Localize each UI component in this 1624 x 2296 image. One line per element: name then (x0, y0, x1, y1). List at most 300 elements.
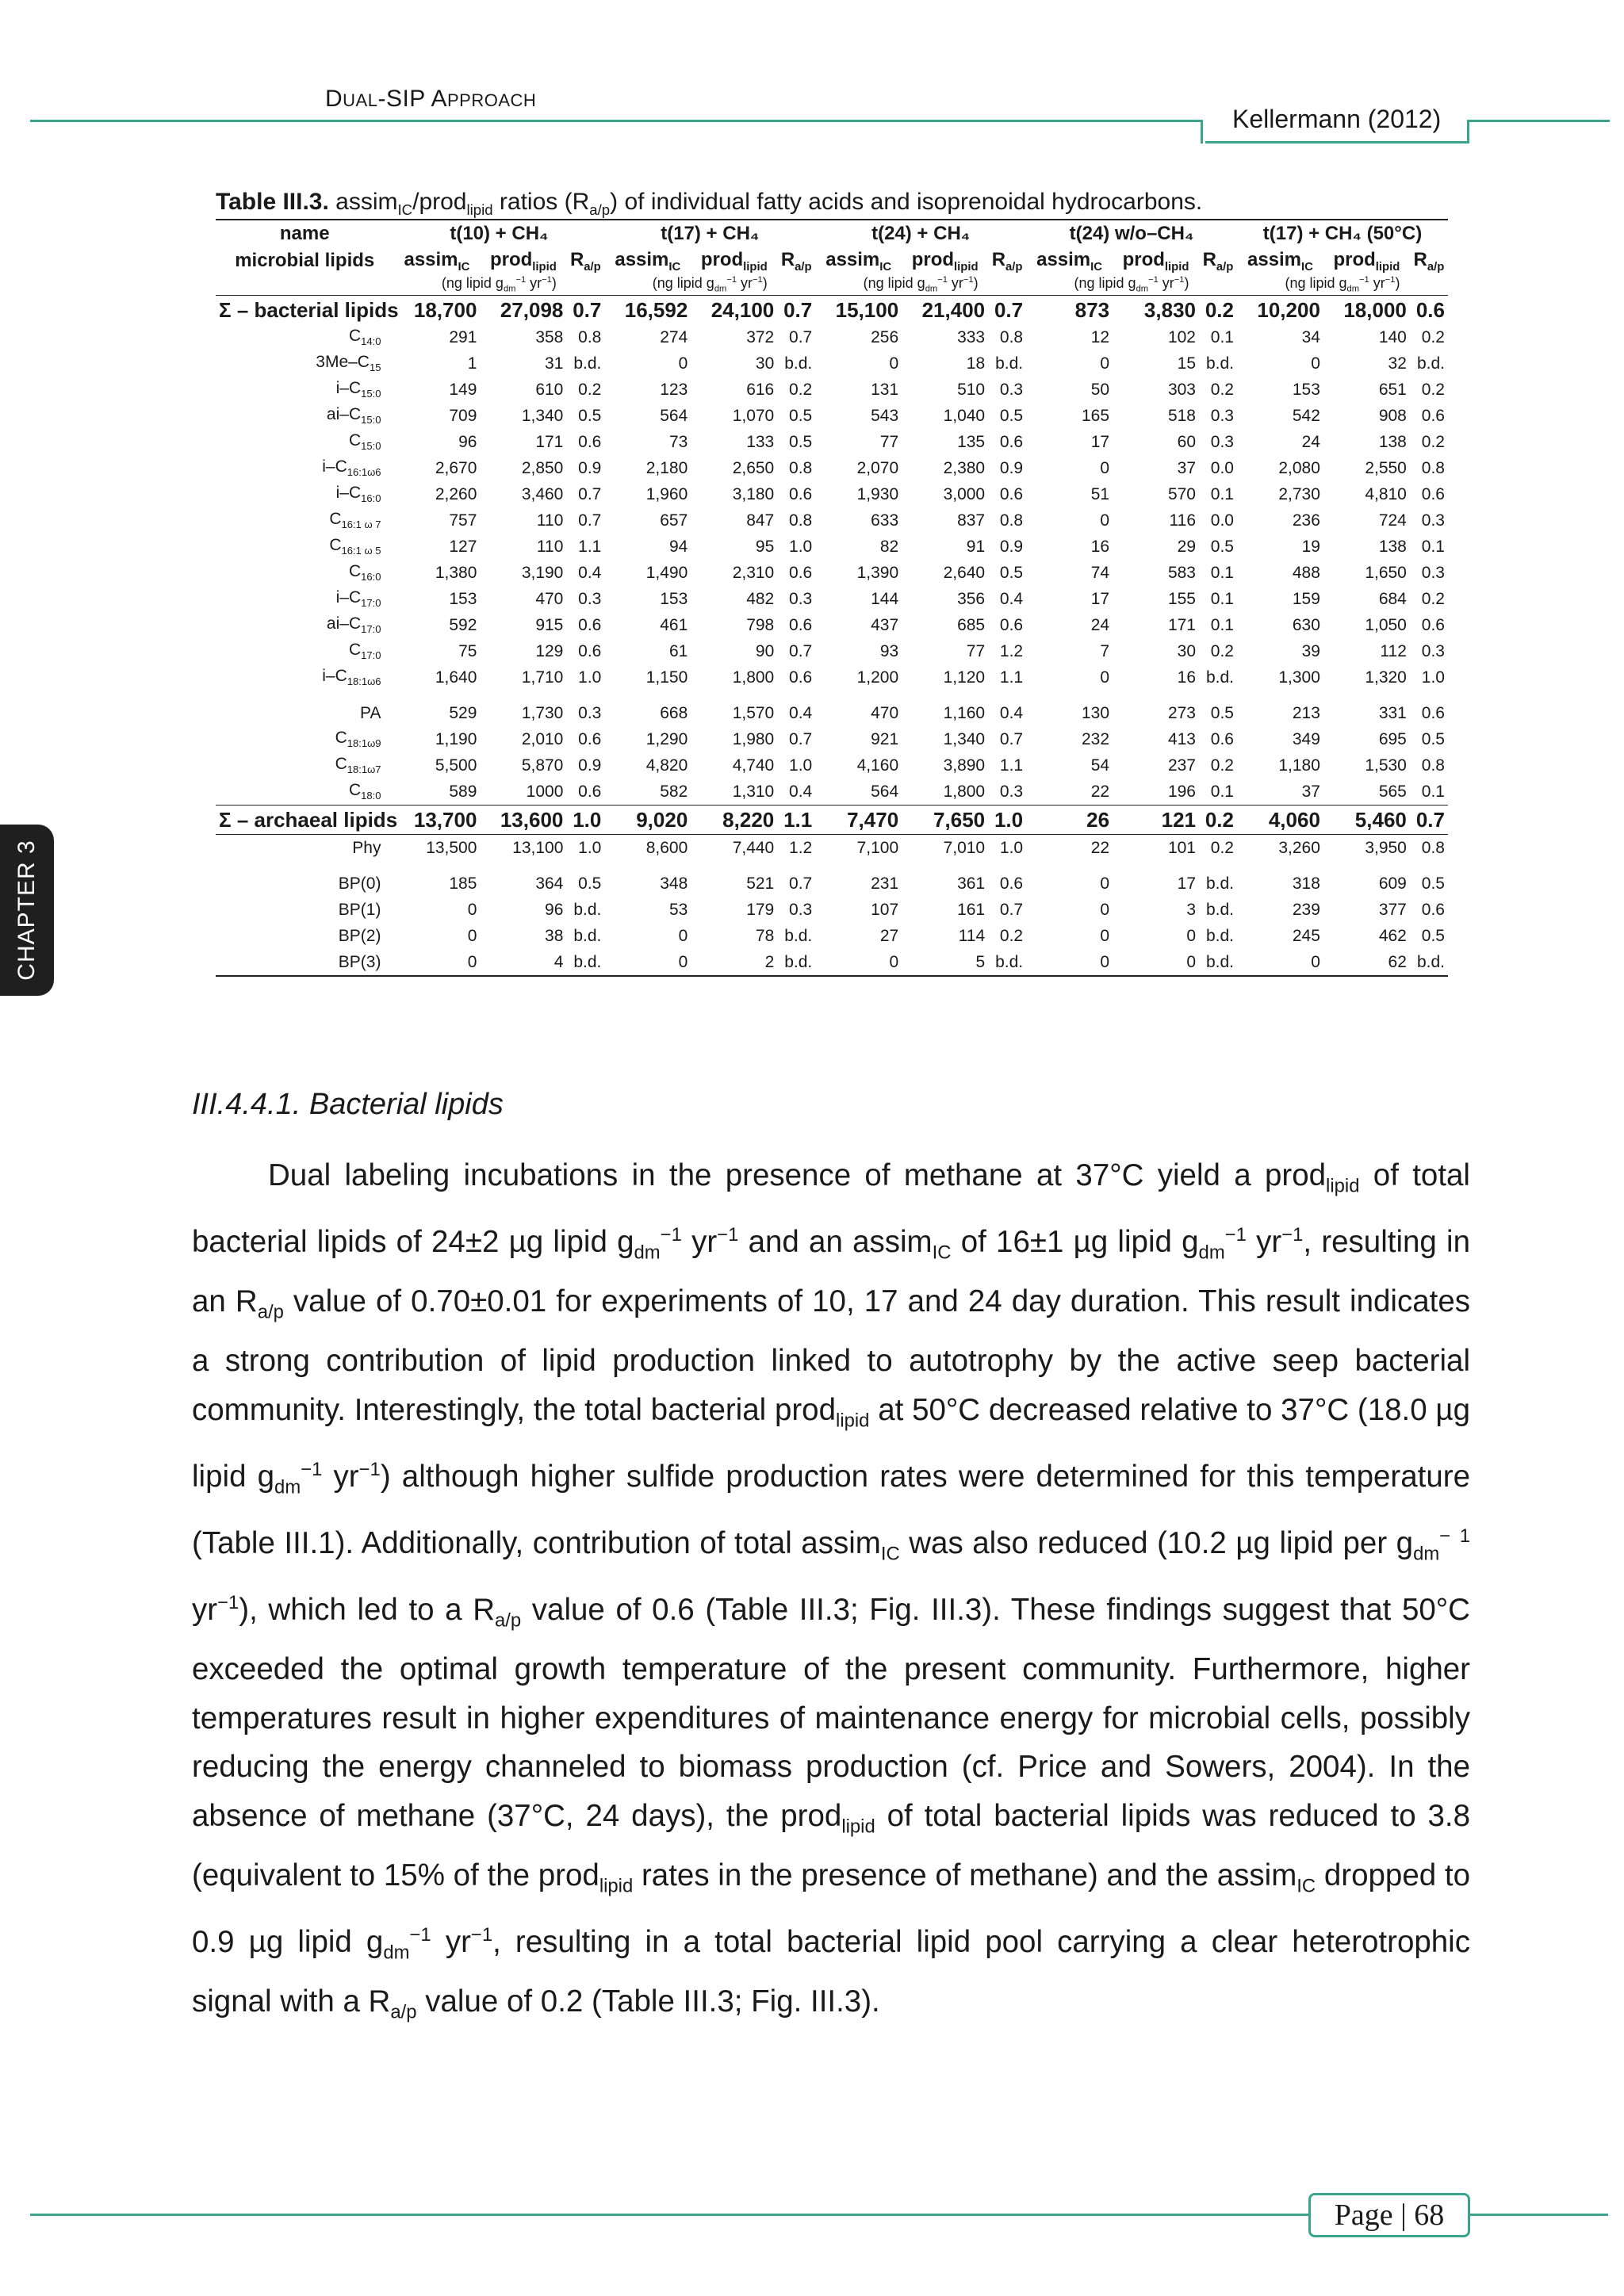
table-cell: 0.5 (1421, 926, 1445, 945)
table-cell: 724 (1378, 511, 1407, 530)
table-cell: 13,100 (512, 838, 564, 857)
table-cell: 2,010 (521, 729, 564, 748)
table-cell: 112 (1380, 641, 1407, 660)
table-cell: 695 (1378, 729, 1407, 748)
table-cell: 0.6 (999, 432, 1024, 451)
table-cell: 798 (746, 615, 775, 634)
row-label: $C_{15:0}$ (348, 431, 381, 453)
table-cell: 0.3 (1421, 563, 1445, 582)
table-cell: 318 (1292, 874, 1320, 893)
table-cell: 0.4 (789, 782, 813, 801)
table-cell: 116 (1169, 511, 1196, 530)
table-cell: 616 (746, 380, 775, 399)
table-cell: 7,470 (847, 807, 899, 832)
row-label: $i-C_{16:1\omega 6}$ (322, 457, 381, 479)
table-cell: 3,260 (1278, 838, 1320, 857)
table-cell: 1,380 (435, 563, 477, 582)
table-cell: 0.7 (994, 297, 1024, 322)
table-cell: 651 (1378, 380, 1407, 399)
table-cell: 8,220 (722, 807, 775, 832)
table-cell: 121 (1161, 807, 1196, 832)
table-cell: 1.0 (789, 537, 813, 556)
table-cell: 8,600 (645, 838, 688, 857)
table-cell: 16,592 (624, 297, 688, 322)
table-cell: 0 (1311, 354, 1320, 373)
table-cell: 0.7 (789, 641, 813, 660)
table-cell: 171 (1167, 615, 1196, 634)
table-cell: 96 (545, 900, 564, 919)
table-cell: 1.1 (999, 668, 1024, 687)
table-cell: 0.3 (578, 703, 602, 722)
table-cell: 274 (660, 327, 688, 346)
table-cell: 1000 (526, 782, 564, 801)
table-cell: 0.5 (999, 563, 1024, 582)
col-header-prod: prod$_{lipid}$ (700, 248, 768, 274)
table-cell: 2,080 (1278, 458, 1320, 477)
table-cell: 0.3 (578, 589, 602, 608)
table-cell: 32 (1388, 354, 1407, 373)
table-cell: 1.0 (578, 838, 602, 857)
row-label: $C_{18:1\omega 9}$ (335, 729, 381, 750)
table-cell: b.d. (995, 354, 1024, 373)
table-cell: 510 (957, 380, 986, 399)
table-cell: 0.5 (578, 406, 602, 425)
table-cell: 7,010 (943, 838, 986, 857)
table-cell: 13,500 (426, 838, 477, 857)
row-label: $C_{18:1\omega 7}$ (335, 755, 381, 776)
col-header-ratio: $R_{a/p}$ (780, 248, 812, 274)
table-cell: 78 (755, 926, 775, 945)
table-cell: 0 (678, 952, 688, 971)
table-row (216, 507, 1448, 534)
table-cell: 1.1 (999, 756, 1024, 775)
row-label: $ai-C_{17:0}$ (326, 614, 381, 636)
table-cell: 0.6 (578, 641, 602, 660)
table-cell: 110 (536, 537, 564, 556)
col-header-name: name (279, 223, 330, 244)
table-cell: 0.2 (1421, 589, 1445, 608)
table-cell: 90 (755, 641, 775, 660)
table-sum-row (216, 806, 1448, 835)
table-cell: 1,490 (645, 563, 688, 582)
table-row (216, 481, 1448, 507)
table-cell: 1.2 (999, 641, 1024, 660)
table-cell: 1,070 (732, 406, 775, 425)
table-row (216, 560, 1448, 586)
table-cell: 26 (1086, 807, 1110, 832)
table-cell: 0.1 (1421, 782, 1445, 801)
table-cell: 349 (1292, 729, 1320, 748)
table-cell: 1.0 (789, 756, 813, 775)
table-cell: 16 (1177, 668, 1196, 687)
table-cell: 0.7 (999, 900, 1024, 919)
table-cell: 53 (668, 900, 688, 919)
table-cell: 2 (764, 952, 775, 971)
table-cell: 0.2 (1205, 297, 1234, 322)
table-cell: 17 (1090, 432, 1110, 451)
col-header-prod: prod$_{lipid}$ (489, 248, 557, 274)
table-row (216, 871, 1448, 897)
table-cell: 0.1 (1210, 615, 1234, 634)
table-cell: 1.0 (573, 807, 602, 832)
table-cell: 213 (1292, 703, 1320, 722)
table-cell: 0.3 (789, 900, 813, 919)
table-cell: 0.1 (1210, 484, 1234, 503)
table-cell: 1.0 (578, 668, 602, 687)
table-cell: 131 (871, 380, 899, 399)
table-cell: 0.7 (999, 729, 1024, 748)
row-label: Σ – bacterial lipids (219, 297, 399, 322)
table-cell: 75 (458, 641, 477, 660)
table-cell: 0.2 (999, 926, 1024, 945)
table-cell: 0 (1186, 952, 1196, 971)
table-cell: 34 (1301, 327, 1320, 346)
row-label: BP(3) (338, 952, 381, 971)
table-cell: 348 (660, 874, 688, 893)
table-cell: 185 (449, 874, 477, 893)
table-cell: 529 (449, 703, 477, 722)
table-cell: 10,200 (1257, 297, 1320, 322)
col-header-microbial-lipids: microbial lipids (235, 250, 375, 271)
table-cell: 256 (871, 327, 899, 346)
row-label: $i-C_{17:0}$ (335, 588, 381, 610)
table-cell: 1,640 (435, 668, 477, 687)
table-cell: 129 (535, 641, 564, 660)
table-cell: 77 (879, 432, 899, 451)
table-cell: b.d. (573, 952, 602, 971)
table-cell: 684 (1378, 589, 1407, 608)
body-paragraph: Dual labeling incubations in the presence of methane at 37°C yield a prod$_{lipid}$ of total bacterial lipids of 24±2 µg lipid $g_{dm}^{-1}$ $yr^{-1}$ and an assim$_{IC}$ of 16±1 µg lipid $g_{dm}^{-1}$ $yr^{-1}$, resulting in an $R_{a/p}$ value of 0.70±0.01 for experiments of 10, 17 and 24 day duration. This result indicates a strong contribution of lipid production linked to autotrophy by the active seep bacterial community. Interestingly, the total bacterial prod$_{lipid}$ at 50°C decreased relative to 37°C (18.0 µg lipid $g_{dm}^{-1}$ $yr^{-1}$) although higher sulfide production rates were determined for this temperature (Table III.1). Additionally, contribution of total assim$_{IC}$ was also reduced (10.2 µg lipid per $g_{dm}^-$ $^1$ $yr^{-1}$), which led to a $R_{a/p}$ value of 0.6 (Table III.3; Fig. III.3). These findings suggest that 50°C exceeded the optimal growth temperature of the present community. Furthermore, higher temperatures result in higher expenditures of maintenance energy for microbial cells, possibly reducing the energy channeled to biomass production (cf. Price and Sowers, 2004). In the absence of methane (37°C, 24 days), the prod$_{lipid}$ of total bacterial lipids was reduced to 3.8 (equivalent to 15% of the prod$_{lipid}$ rates in the presence of methane) and the assim$_{IC}$ dropped to 0.9 µg lipid $g_{dm}^{-1}$ $yr^{-1}$, resulting in a total bacterial lipid pool carrying a clear heterotrophic signal with a $R_{a/p}$ value of 0.2 (Table III.3; Fig. III.3). (192, 1158, 1471, 2023)
table-cell: 0.9 (999, 458, 1024, 477)
table-cell: 1,310 (732, 782, 775, 801)
table-cell: 17 (1177, 874, 1196, 893)
table-cell: 127 (449, 537, 477, 556)
table-cell: 153 (1292, 380, 1320, 399)
table-cell: 17 (1090, 589, 1110, 608)
col-header-ratio: $R_{a/p}$ (1202, 248, 1234, 274)
table-cell: 82 (879, 537, 899, 556)
header-rule (30, 120, 1202, 122)
table-cell: 521 (746, 874, 775, 893)
table-cell: 0.5 (789, 406, 813, 425)
group-header: t(10) + CH₄ (450, 223, 549, 244)
table-cell: 27 (879, 926, 899, 945)
table-cell: 18,700 (413, 297, 477, 322)
table-cell: 0 (678, 354, 688, 373)
table-cell: 1,120 (943, 668, 986, 687)
table-cell: 921 (871, 729, 899, 748)
table-cell: 582 (660, 782, 688, 801)
table-cell: 245 (1292, 926, 1320, 945)
table-cell: 2,730 (1278, 484, 1320, 503)
table-cell: 0.6 (578, 729, 602, 748)
table-cell: 232 (1082, 729, 1110, 748)
table-cell: 0 (1100, 511, 1110, 530)
table-cell: 0 (1100, 354, 1110, 373)
row-label: $C_{14:0}$ (348, 327, 381, 348)
row-label: $i-C_{16:0}$ (335, 484, 381, 505)
table-cell: 3,460 (521, 484, 564, 503)
table-cell: 237 (1167, 756, 1196, 775)
table-cell: 27,098 (500, 297, 564, 322)
units-label: (ng lipid $g_{dm}^{-1}$ $yr^{-1}$) (441, 275, 557, 294)
group-header: t(24) + CH₄ (871, 223, 971, 244)
table-cell: 0.5 (1210, 703, 1234, 722)
table-cell: 0.2 (1210, 838, 1234, 857)
row-label: BP(1) (338, 900, 381, 919)
table-cell: 488 (1292, 563, 1320, 582)
col-header-assim: assim$_{IC}$ (825, 248, 892, 274)
table-cell: 5,460 (1354, 807, 1407, 832)
row-label: $C_{17:0}$ (348, 641, 381, 662)
table-cell: 0.7 (783, 297, 813, 322)
table-cell: 709 (449, 406, 477, 425)
table-cell: 15 (1177, 354, 1196, 373)
table-cell: 138 (1378, 432, 1407, 451)
table-cell: 0.3 (789, 589, 813, 608)
table-cell: 1,800 (732, 668, 775, 687)
table-cell: 1.1 (783, 807, 813, 832)
table-cell: 0.6 (1421, 484, 1445, 503)
table-cell: 1,390 (856, 563, 899, 582)
table-sum-row (216, 296, 1448, 325)
table-row (216, 429, 1448, 455)
table-cell: 0.2 (1421, 380, 1445, 399)
table-cell: 0.2 (1421, 327, 1445, 346)
table-cell: 5,870 (521, 756, 564, 775)
table-cell: 22 (1090, 838, 1110, 857)
table-cell: 0.7 (789, 327, 813, 346)
table-cell: 0.2 (1210, 756, 1234, 775)
row-label: $C_{16:1 \omega 5}$ (329, 536, 381, 557)
table-cell: 630 (1292, 615, 1320, 634)
table-cell: 592 (449, 615, 477, 634)
table-cell: 542 (1292, 406, 1320, 425)
table-cell: 1,980 (732, 729, 775, 748)
table-cell: 2,650 (732, 458, 775, 477)
table-cell: 333 (957, 327, 986, 346)
table-cell: 482 (746, 589, 775, 608)
row-label: $C_{18:0}$ (348, 781, 381, 802)
table-cell: 4,060 (1268, 807, 1320, 832)
table-cell: 518 (1167, 406, 1196, 425)
table-cell: 461 (660, 615, 688, 634)
table-row (216, 377, 1448, 403)
table-cell: 18,000 (1343, 297, 1407, 322)
table-cell: 3,890 (943, 756, 986, 775)
table-cell: 0.1 (1210, 589, 1234, 608)
table-cell: 1,290 (645, 729, 688, 748)
table-cell: 0 (1100, 668, 1110, 687)
col-header-ratio: $R_{a/p}$ (991, 248, 1023, 274)
table-cell: 37 (1301, 782, 1320, 801)
table-cell: 16 (1090, 537, 1110, 556)
table-cell: 51 (1090, 484, 1110, 503)
table-cell: 0 (678, 926, 688, 945)
table-cell: 7,440 (732, 838, 775, 857)
table-cell: 0.8 (999, 327, 1024, 346)
table-cell: 3,950 (1365, 838, 1407, 857)
table-cell: 0.8 (999, 511, 1024, 530)
table-cell: 757 (449, 511, 477, 530)
table-cell: 0.8 (789, 511, 813, 530)
table-cell: b.d. (1205, 900, 1234, 919)
table-cell: 361 (957, 874, 986, 893)
table-cell: 4,820 (645, 756, 688, 775)
table-cell: 1.0 (994, 807, 1024, 832)
table-cell: 668 (660, 703, 688, 722)
table-cell: 0 (467, 952, 477, 971)
table-cell: b.d. (1205, 354, 1234, 373)
table-row (216, 455, 1448, 481)
table-cell: 5 (975, 952, 986, 971)
table-cell: 1,320 (1365, 668, 1407, 687)
table-cell: 0 (1311, 952, 1320, 971)
table-cell: 0.6 (789, 668, 813, 687)
table-cell: 3,000 (943, 484, 986, 503)
table-cell: 0.8 (578, 327, 602, 346)
table-cell: 196 (1167, 782, 1196, 801)
col-header-assim: assim$_{IC}$ (1247, 248, 1313, 274)
table-cell: 610 (535, 380, 564, 399)
table-cell: 0.9 (999, 537, 1024, 556)
table-cell: 1,930 (856, 484, 899, 503)
table-cell: 73 (668, 432, 688, 451)
table-row (216, 324, 1448, 350)
table-cell: 0.1 (1210, 782, 1234, 801)
table-cell: 1,530 (1365, 756, 1407, 775)
table-cell: 12 (1090, 327, 1110, 346)
table-cell: 96 (458, 432, 477, 451)
units-label: (ng lipid $g_{dm}^{-1}$ $yr^{-1}$) (652, 275, 768, 294)
table-cell: 1,180 (1278, 756, 1320, 775)
table-cell: 123 (660, 380, 688, 399)
table-row (216, 897, 1448, 923)
table-cell: 0.4 (999, 703, 1024, 722)
table-cell: 0.9 (578, 756, 602, 775)
table-cell: 0.7 (578, 511, 602, 530)
table-cell: 372 (746, 327, 775, 346)
table-row (216, 726, 1448, 752)
table-cell: 161 (957, 900, 986, 919)
table-cell: 0.5 (1421, 729, 1445, 748)
table-row (216, 403, 1448, 429)
table-cell: 18 (966, 354, 986, 373)
row-label: $i-C_{15:0}$ (335, 379, 381, 400)
table-cell: 0.5 (578, 874, 602, 893)
table-cell: 570 (1167, 484, 1196, 503)
table-cell: b.d. (1205, 668, 1234, 687)
table-row (216, 923, 1448, 949)
table-cell: 1.0 (1421, 668, 1445, 687)
table-cell: 0.8 (789, 458, 813, 477)
page-number: Page | 68 (1308, 2193, 1470, 2237)
table-cell: b.d. (1205, 952, 1234, 971)
table-cell: 135 (957, 432, 986, 451)
table-cell: 331 (1378, 703, 1407, 722)
table-cell: 0.6 (999, 615, 1024, 634)
row-label: $C_{16:0}$ (348, 562, 381, 584)
chapter-tab: CHAPTER 3 (0, 825, 54, 996)
table-cell: 4,160 (856, 756, 899, 775)
table-cell: 30 (1177, 641, 1196, 660)
table-cell: 179 (746, 900, 775, 919)
table-cell: 470 (871, 703, 899, 722)
table-cell: b.d. (1205, 874, 1234, 893)
table-cell: 102 (1167, 327, 1196, 346)
table-row (216, 350, 1448, 377)
table-cell: 0.4 (578, 563, 602, 582)
table-cell: 95 (755, 537, 775, 556)
table-cell: 159 (1292, 589, 1320, 608)
table-cell: 1,160 (943, 703, 986, 722)
table-cell: 1.2 (789, 838, 813, 857)
table-cell: 303 (1167, 380, 1196, 399)
table-cell: 62 (1388, 952, 1407, 971)
table-cell: 31 (545, 354, 564, 373)
row-label: $3Me-C_{15}$ (316, 353, 381, 374)
table-cell: 0.4 (789, 703, 813, 722)
table-cell: 165 (1082, 406, 1110, 425)
table-cell: 94 (668, 537, 688, 556)
table-cell: 1,570 (732, 703, 775, 722)
table-cell: 153 (449, 589, 477, 608)
table-cell: 2,260 (435, 484, 477, 503)
footer-rule (30, 2214, 1308, 2216)
table-cell: 0.7 (789, 874, 813, 893)
table-cell: 50 (1090, 380, 1110, 399)
header-rule-bend (1201, 120, 1203, 144)
table-cell: b.d. (1205, 926, 1234, 945)
table-row (216, 700, 1448, 726)
table-cell: 2,850 (521, 458, 564, 477)
col-header-assim: assim$_{IC}$ (404, 248, 470, 274)
table-cell: 0.2 (789, 380, 813, 399)
row-label: Σ – archaeal lipids (219, 807, 398, 832)
table-cell: 2,380 (943, 458, 986, 477)
table-cell: 0 (1100, 458, 1110, 477)
table-row (216, 638, 1448, 664)
table-cell: 0.2 (578, 380, 602, 399)
table-cell: 153 (660, 589, 688, 608)
table-cell: 0.6 (1421, 615, 1445, 634)
table-cell: 0.3 (999, 782, 1024, 801)
table-cell: b.d. (1416, 354, 1445, 373)
table-cell: 24 (1090, 615, 1110, 634)
table-cell: 564 (660, 406, 688, 425)
table-cell: 291 (449, 327, 477, 346)
table-cell: 0.5 (999, 406, 1024, 425)
row-label: PA (360, 703, 381, 722)
running-header-author: Kellermann (2012) (1232, 105, 1442, 133)
table-cell: 356 (957, 589, 986, 608)
table-cell: 0.0 (1210, 458, 1234, 477)
table-cell: 1,650 (1365, 563, 1407, 582)
table-cell: 93 (879, 641, 899, 660)
table-cell: 564 (871, 782, 899, 801)
table-cell: 583 (1167, 563, 1196, 582)
table-cell: 1,800 (943, 782, 986, 801)
table-cell: 3,830 (1143, 297, 1196, 322)
table-cell: 0.3 (1421, 641, 1445, 660)
table-row (216, 534, 1448, 560)
table-cell: 0.8 (1421, 838, 1445, 857)
table-cell: 0.5 (789, 432, 813, 451)
table-cell: 107 (871, 900, 899, 919)
table-cell: 1,730 (521, 703, 564, 722)
table-cell: 0.2 (1205, 807, 1234, 832)
table-cell: 133 (746, 432, 775, 451)
